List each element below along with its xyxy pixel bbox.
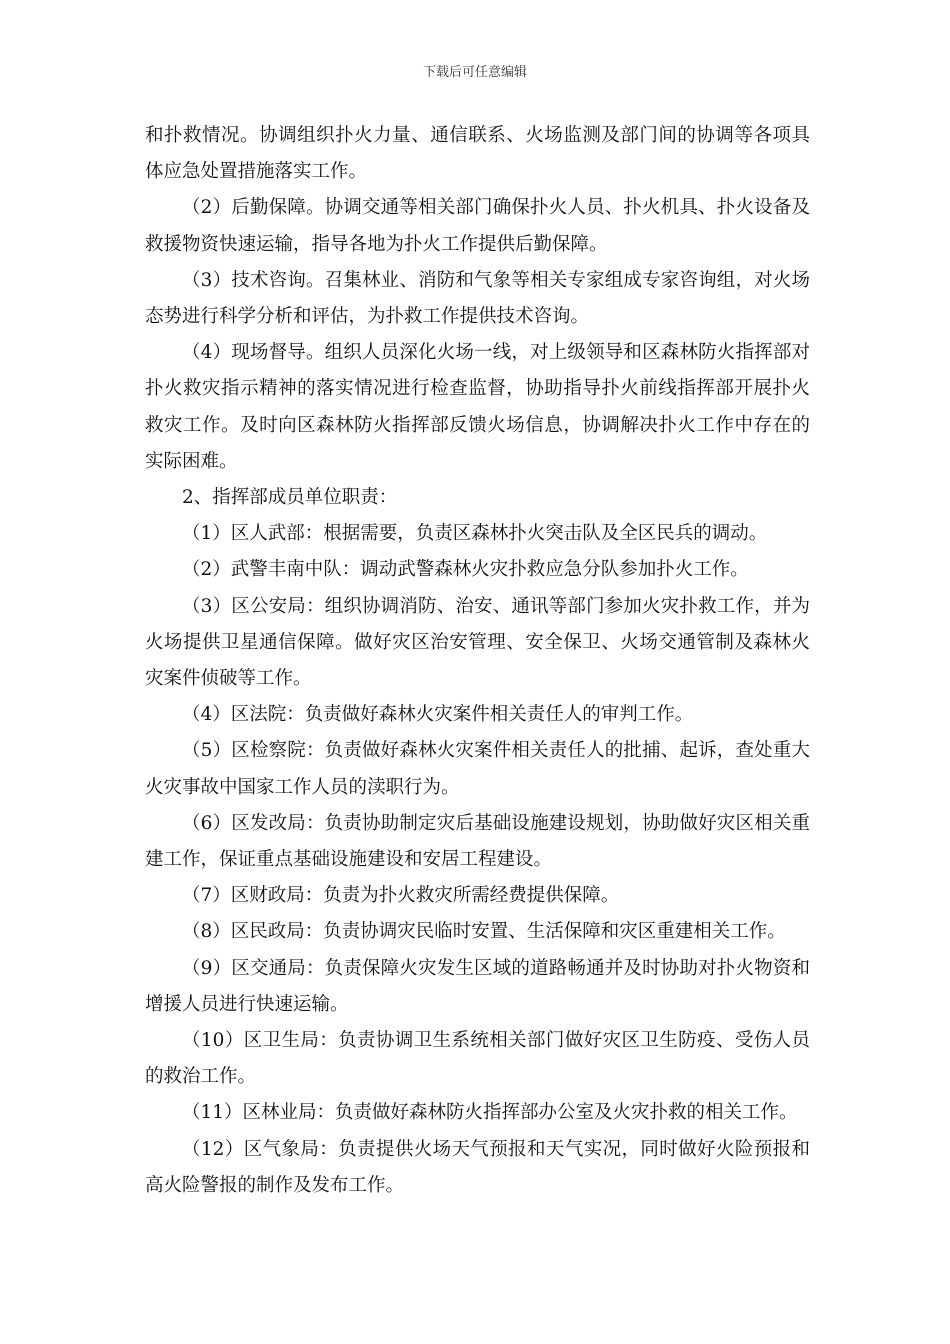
paragraph-court: （4）区法院：负责做好森林火灾案件相关责任人的审判工作。 <box>182 704 694 726</box>
paragraph-armed-police: （2）武警丰南中队：调动武警森林火灾扑救应急分队参加扑火工作。 <box>182 559 749 581</box>
paragraph-finance: （7）区财政局：负责为扑火救灾所需经费提供保障。 <box>182 885 620 907</box>
paragraph-armed-forces-dept: （1）区人武部：根据需要，负责区森林扑火突击队及全区民兵的调动。 <box>182 523 768 545</box>
paragraph-continuation: 和扑救情况。协调组织扑火力量、通信联系、火场监测及部门间的协调等各项具体应急处置措施落实工作。 <box>145 125 810 183</box>
paragraph-technical-consulting: （3）技术咨询。召集林业、消防和气象等相关专家组成专家咨询组，对火场态势进行科学分析和评估，为扑救工作提供技术咨询。 <box>145 269 810 328</box>
paragraph-logistics: （2）后勤保障。协调交通等相关部门确保扑火人员、扑火机具、扑火设备及救援物资快速运输，指导各地为扑火工作提供后勤保障。 <box>145 197 810 255</box>
paragraph-meteorology: （12）区气象局：负责提供火场天气预报和天气实况，同时做好火险预报和高火险警报的制作及发布工作。 <box>145 1138 810 1196</box>
paragraph-public-security: （3）区公安局：组织协调消防、治安、通讯等部门参加火灾扑救工作，并为火场提供卫星通信保障。做好灾区治安管理、安全保卫、火场交通管制及森林火灾案件侦破等工作。 <box>145 595 810 690</box>
paragraph-procuratorate: （5）区检察院：负责做好森林火灾案件相关责任人的批捕、起诉，查处重大火灾事故中国家工作人员的渎职行为。 <box>145 740 810 798</box>
section-heading-member-duties: 2、指挥部成员单位职责： <box>182 487 398 509</box>
document-body <box>145 118 810 1204</box>
paragraph-onsite-supervision: （4）现场督导。组织人员深化火场一线，对上级领导和区森林防火指挥部对扑火救灾指示精神的落实情况进行检查监督，协助指导扑火前线指挥部开展扑火救灾工作。及时向区森林防火指挥部反馈火场信息，协调解决扑火工作中存在的实际困难。 <box>145 342 810 472</box>
paragraph-health: （10）区卫生局：负责协调卫生系统相关部门做好灾区卫生防疫、受伤人员的救治工作。 <box>145 1030 810 1088</box>
paragraph-forestry: （11）区林业局：负责做好森林防火指挥部办公室及火灾扑救的相关工作。 <box>182 1102 798 1124</box>
page-header-note: 下载后可任意编辑 <box>422 65 527 80</box>
paragraph-development-reform: （6）区发改局：负责协助制定灾后基础设施建设规划，协助做好灾区相关重建工作，保证重点基础设施建设和安居工程建设。 <box>145 812 810 871</box>
paragraph-transportation: （9）区交通局：负责保障火灾发生区域的道路畅通并及时协助对扑火物资和增援人员进行快速运输。 <box>145 957 810 1015</box>
paragraph-civil-affairs: （8）区民政局：负责协调灾民临时安置、生活保障和灾区重建相关工作。 <box>182 921 786 943</box>
